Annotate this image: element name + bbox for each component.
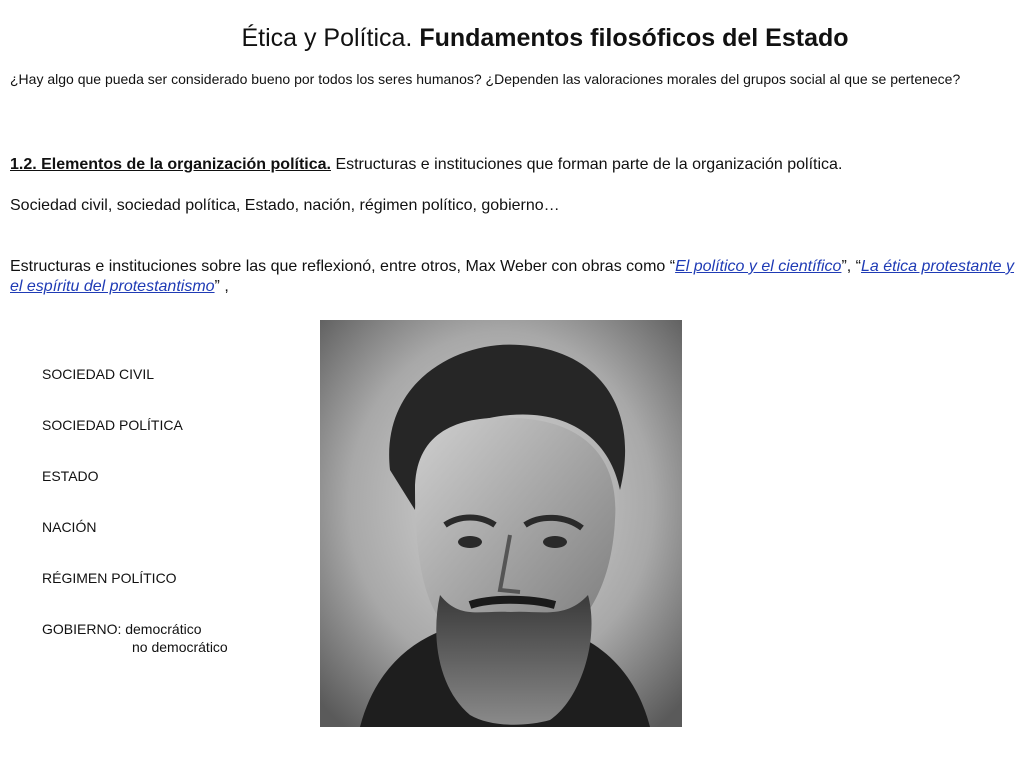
page-title: [0, 22, 1024, 54]
list-item: SOCIEDAD POLÍTICA: [42, 417, 183, 433]
list-subitem: no democrático: [132, 639, 228, 655]
section-heading-line: [10, 155, 1010, 175]
list-item: GOBIERNO: democrático: [42, 621, 202, 637]
weber-end: ” ,: [214, 278, 229, 295]
title-part2: Fundamentos filosóficos del Estado: [419, 24, 849, 52]
title-part1: Ética y Política.: [241, 24, 413, 52]
list-item: RÉGIMEN POLÍTICO: [42, 570, 177, 586]
intro-question: ¿Hay algo que pueda ser considerado bueno por todos los seres humanos? ¿Dependen las valoraciones morales del grupos social al que se pertenece?: [10, 71, 961, 87]
list-item: NACIÓN: [42, 519, 97, 535]
section-heading: 1.2. Elementos de la organización política.: [10, 156, 331, 173]
list-item: ESTADO: [42, 468, 99, 484]
weber-paragraph: [10, 257, 1014, 297]
link-la-etica-protestante[interactable]: La ética protestante y el espíritu del protestantismo: [10, 258, 1015, 295]
weber-mid: ”, “: [841, 258, 861, 275]
link-el-politico-y-el-cientifico[interactable]: El político y el científico: [675, 258, 842, 275]
list-item: SOCIEDAD CIVIL: [42, 366, 155, 382]
concepts-line: Sociedad civil, sociedad política, Estado, nación, régimen político, gobierno…: [10, 197, 560, 214]
weber-intro: Estructuras e instituciones sobre las que reflexionó, entre otros, Max Weber con obras como “: [10, 258, 676, 275]
max-weber-portrait: [320, 320, 682, 727]
section-text: Estructuras e instituciones que forman parte de la organización política.: [335, 156, 843, 173]
